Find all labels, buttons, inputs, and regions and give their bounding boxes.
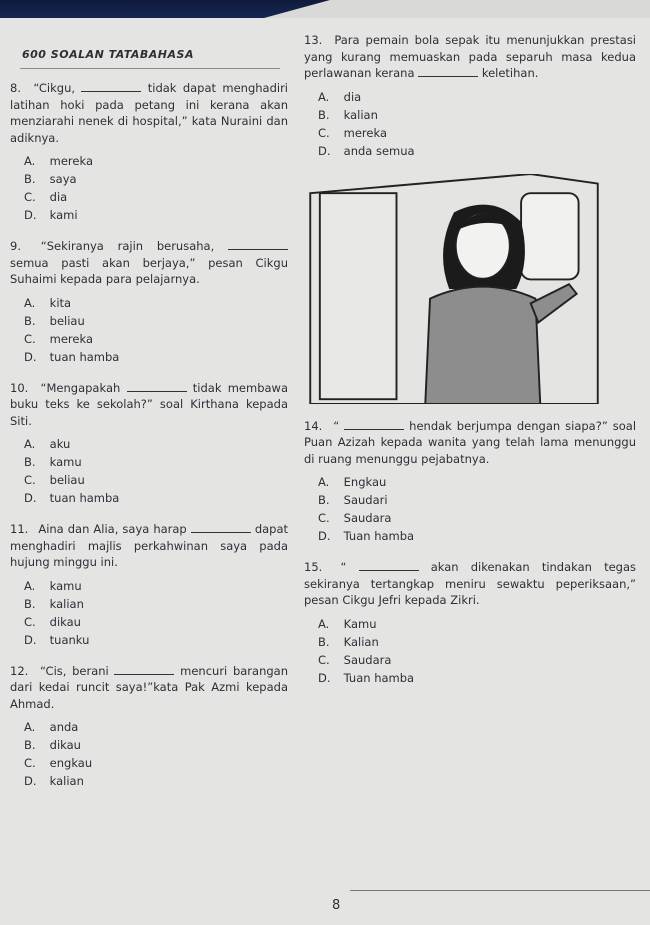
option-item[interactable] (24, 152, 288, 170)
option-text: Engkau (343, 475, 387, 489)
left-column (10, 80, 288, 790)
stem-before: “ (333, 418, 340, 433)
stem-after: akan dikenakan tindakan tegas sekiranya tertangkap meniru sewaktu peperiksaan,” pesan Cikgu Jefri kepada Zikri. (304, 560, 637, 607)
option-item[interactable] (24, 312, 288, 330)
option-letter: D. (318, 670, 331, 685)
option-item[interactable] (24, 471, 288, 489)
book-title: 600 SOALAN TATABAHASA (22, 48, 194, 61)
option-text: kamu (49, 455, 82, 469)
question-stem (10, 380, 288, 430)
options-list (24, 718, 288, 790)
question-number: 11. (10, 522, 29, 536)
option-letter: B. (24, 596, 36, 611)
question-stem (304, 418, 636, 468)
right-column (304, 32, 636, 687)
option-text: anda semua (343, 143, 415, 158)
option-text: kami (49, 208, 78, 222)
footer-rule (350, 890, 650, 891)
stem-after: dapat menghadiri majlis perkahwinan saya pada hujung minggu ini. (10, 522, 289, 569)
option-letter: B. (24, 172, 36, 186)
question-stem (304, 559, 636, 609)
option-text: dikau (49, 738, 81, 752)
question-number: 15. (304, 560, 323, 574)
option-letter: A. (24, 154, 36, 168)
option-letter: A. (318, 89, 330, 104)
option-letter: B. (24, 455, 36, 469)
stem-before: “ (340, 560, 347, 574)
question-stem (10, 80, 288, 146)
option-text: Tuan hamba (343, 670, 415, 685)
option-item[interactable] (318, 124, 636, 142)
options-list (24, 435, 288, 507)
worksheet-page (0, 18, 650, 925)
option-item[interactable] (24, 206, 288, 224)
option-letter: A. (24, 437, 36, 451)
option-letter: C. (24, 331, 36, 346)
illustration-woman-at-door (304, 174, 604, 404)
option-item[interactable] (24, 577, 288, 595)
option-letter: C. (24, 614, 36, 629)
option-letter: C. (24, 473, 36, 487)
stem-after: keletihan. (481, 66, 539, 80)
option-item[interactable] (318, 633, 636, 651)
options-list (318, 88, 636, 160)
stem-before: Aina dan Alia, saya harap (38, 522, 187, 536)
option-letter: D. (24, 208, 37, 222)
option-item[interactable] (24, 170, 288, 188)
option-letter: D. (24, 632, 37, 647)
options-list (24, 294, 288, 366)
option-item[interactable] (318, 106, 636, 124)
answer-blank (191, 522, 251, 533)
option-text: kalian (343, 107, 378, 122)
stem-before: “Cikgu, (33, 81, 76, 95)
option-letter: A. (24, 295, 36, 310)
page-number: 8 (332, 898, 341, 913)
option-item[interactable] (318, 651, 636, 669)
option-letter: C. (318, 511, 330, 525)
option-item[interactable] (24, 772, 288, 790)
header-divider (20, 68, 280, 69)
option-text: Saudara (343, 652, 392, 667)
stem-before: “Mengapakah (40, 380, 121, 395)
answer-blank (344, 419, 404, 430)
option-item[interactable] (318, 615, 636, 633)
option-text: beliau (49, 313, 85, 328)
question-12 (10, 663, 288, 791)
option-text: kamu (49, 578, 82, 593)
option-text: beliau (49, 473, 85, 487)
question-number: 12. (10, 663, 29, 678)
option-text: tuan hamba (49, 349, 120, 364)
options-list (24, 152, 288, 224)
option-item[interactable] (24, 435, 288, 453)
option-letter: D. (24, 491, 37, 505)
option-item[interactable] (318, 491, 636, 509)
option-letter: C. (24, 756, 36, 770)
option-text: kita (49, 295, 72, 310)
option-text: aku (49, 437, 71, 451)
question-11 (10, 521, 288, 649)
option-text: Kalian (343, 634, 379, 649)
stem-after: tidak membawa buku teks ke sekolah?” soal Kirthana kepada Siti. (10, 380, 289, 428)
stem-before: Para pemain bola sepak itu menunjukkan prestasi yang kurang memuaskan pada separuh masa kedua perlawanan kerana (304, 33, 637, 80)
option-text: Kamu (343, 616, 377, 631)
option-text: Tuan hamba (343, 529, 415, 543)
option-item[interactable] (24, 718, 288, 736)
options-list (318, 473, 636, 545)
option-item[interactable] (318, 88, 636, 106)
option-item[interactable] (318, 509, 636, 527)
option-text: kalian (49, 596, 84, 611)
option-letter: D. (318, 143, 331, 158)
question-number: 8. (10, 81, 21, 95)
stem-before: “Sekiranya rajin berusaha, (40, 239, 215, 253)
option-item[interactable] (318, 669, 636, 687)
option-letter: D. (24, 774, 37, 788)
option-item[interactable] (24, 348, 288, 366)
option-text: dia (49, 190, 68, 204)
question-stem (10, 521, 288, 571)
option-text: Saudari (343, 493, 388, 507)
option-text: dikau (49, 614, 81, 629)
stem-after: tidak dapat menghadiri latihan hoki pada petang ini kerana akan menziarahi nenek di hospital,” kata Nuraini dan adiknya. (10, 81, 288, 145)
question-number: 9. (10, 239, 21, 253)
answer-blank (114, 664, 174, 675)
question-14 (304, 418, 636, 546)
option-text: dia (343, 89, 362, 104)
option-letter: A. (24, 578, 36, 593)
stem-after: semua pasti akan berjaya,” pesan Cikgu Suhaimi kepada para pelajarnya. (10, 255, 288, 286)
option-text: mereka (49, 154, 93, 168)
question-10 (10, 380, 288, 508)
option-item[interactable] (24, 595, 288, 613)
option-item[interactable] (24, 613, 288, 631)
option-item[interactable] (318, 142, 636, 160)
question-8 (10, 80, 288, 224)
question-stem (10, 238, 288, 288)
option-item[interactable] (318, 527, 636, 545)
option-letter: C. (318, 652, 330, 667)
option-text: mereka (49, 331, 93, 346)
option-letter: B. (318, 107, 330, 122)
question-13 (304, 32, 636, 160)
option-letter: B. (24, 738, 36, 752)
option-letter: A. (318, 475, 330, 489)
option-letter: C. (318, 125, 330, 140)
option-letter: C. (24, 190, 36, 204)
answer-blank (418, 66, 478, 77)
option-item[interactable] (24, 736, 288, 754)
option-letter: A. (24, 720, 36, 734)
option-item[interactable] (24, 754, 288, 772)
question-number: 14. (304, 418, 323, 433)
right-bottom (304, 418, 636, 687)
option-text: tuan hamba (49, 491, 120, 505)
right-top (304, 32, 636, 160)
question-9 (10, 238, 288, 366)
option-text: tuanku (49, 632, 90, 647)
option-text: Saudara (343, 511, 392, 525)
stem-after: hendak berjumpa dengan siapa?” soal Puan Azizah kepada wanita yang telah lama menunggu di ruang menunggu pejabatnya. (304, 418, 637, 466)
option-text: saya (49, 172, 77, 186)
question-number: 13. (304, 33, 323, 47)
question-stem (10, 663, 288, 713)
option-text: mereka (343, 125, 387, 140)
option-letter: B. (24, 313, 36, 328)
answer-blank (359, 560, 419, 571)
option-letter: A. (318, 616, 330, 631)
question-stem (304, 32, 636, 82)
option-letter: B. (318, 493, 330, 507)
stem-after: mencuri barangan dari kedai runcit saya!”kata Pak Azmi kepada Ahmad. (10, 663, 288, 711)
option-item[interactable] (24, 453, 288, 471)
option-text: anda (49, 720, 79, 734)
option-text: engkau (49, 756, 93, 770)
question-15 (304, 559, 636, 687)
option-item[interactable] (24, 188, 288, 206)
question-number: 10. (10, 380, 29, 395)
option-item[interactable] (318, 473, 636, 491)
option-letter: D. (24, 349, 37, 364)
option-item[interactable] (24, 330, 288, 348)
stem-before: “Cis, berani (40, 663, 109, 678)
option-item[interactable] (24, 294, 288, 312)
answer-blank (81, 81, 141, 92)
option-text: kalian (49, 774, 84, 788)
option-item[interactable] (24, 631, 288, 649)
options-list (318, 615, 636, 687)
answer-blank (228, 239, 288, 250)
option-letter: D. (318, 529, 331, 543)
option-item[interactable] (24, 489, 288, 507)
option-letter: B. (318, 634, 330, 649)
answer-blank (127, 381, 187, 392)
options-list (24, 577, 288, 649)
